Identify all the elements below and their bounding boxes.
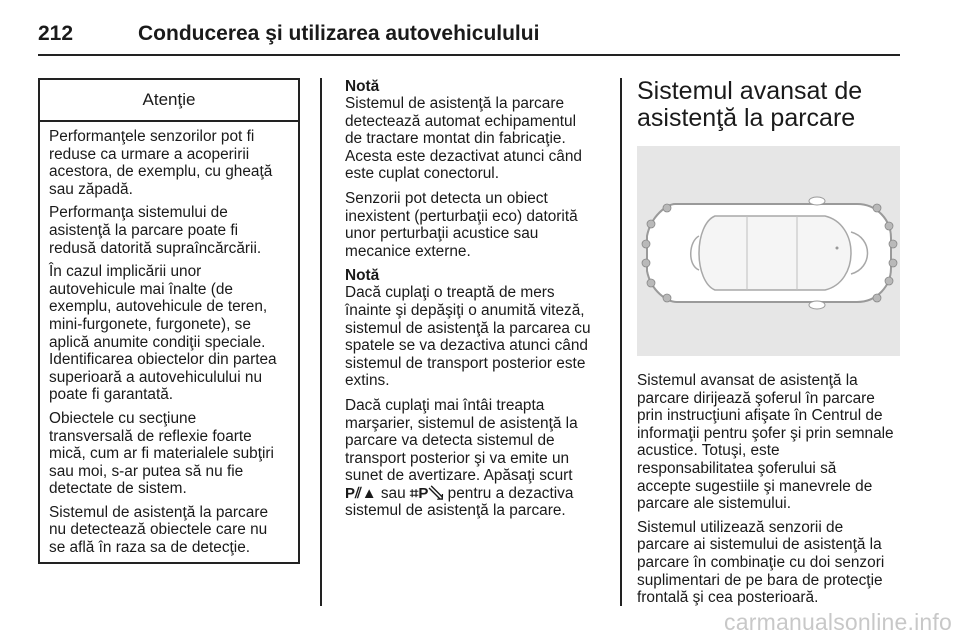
line: se află în raza sa de detecţie. (49, 539, 251, 557)
note-label: Notă (345, 267, 380, 285)
line: mini-furgonete, furgonete), se (49, 315, 251, 333)
line: sistemul de asistenţă la parcarea cu (345, 319, 591, 337)
warning-title: Atenţie (40, 80, 298, 122)
right-column (637, 78, 901, 613)
body-paragraph (345, 397, 607, 520)
car-sensor-illustration (637, 146, 900, 356)
watermark: carmanualsonline.info (724, 609, 952, 635)
warning-paragraph (49, 504, 290, 557)
line: parcare dirijează şoferul în parcare (637, 389, 875, 407)
line: acestora, de exemplu, cu gheaţă (49, 163, 273, 181)
column-divider (320, 78, 322, 606)
line: inexistent (perturbaţii eco) datorită (345, 207, 578, 225)
line: Dacă cuplaţi o treaptă de mers (345, 284, 555, 302)
line: parcare ale sistemului. (637, 495, 791, 513)
line: frontală şi cea posterioară. (637, 589, 819, 607)
line: spatele se va dezactiva atunci când (345, 337, 588, 355)
park-assist-button-icon: P⫽▲ (345, 484, 377, 502)
warning-paragraph (49, 128, 290, 198)
line: exemplu, autovehicule de teren, (49, 298, 268, 316)
line: poate fi garantată. (49, 386, 174, 404)
warning-box (38, 78, 300, 564)
line: sistemul de transport posterior este (345, 354, 586, 372)
note-text (345, 284, 607, 390)
line: redusă datorită supraîncărcării. (49, 239, 262, 257)
warning-paragraph (49, 204, 290, 257)
line: sau moi, s-ar putea să nu fie (49, 462, 244, 480)
warning-paragraph (49, 263, 290, 404)
line: Senzorii pot detecta un obiect (345, 189, 548, 207)
line: mică, cum ar fi materialele subţiri (49, 445, 274, 463)
line: Performanţa sistemului de (49, 204, 228, 222)
line: sistemul de asistenţă la parcare. (345, 502, 566, 520)
line: parcare va detecta sistemul de (345, 432, 555, 450)
line: transport posterior şi va emite un (345, 449, 570, 467)
line: Sistemul avansat de asistenţă la (637, 372, 858, 389)
line: este cuplat conectorul. (345, 165, 499, 183)
line: Acesta este dezactivat atunci când (345, 147, 582, 165)
line: Sistemul de asistenţă la parcare (345, 95, 565, 112)
line: acustice. Totuşi, este (637, 442, 780, 460)
line: parcare ai sistemului de asistenţă la (637, 536, 882, 554)
body-paragraph (345, 190, 607, 260)
body-paragraph (637, 519, 901, 607)
title-line: Sistemul avansat de (637, 77, 863, 105)
line: detectate de sistem. (49, 480, 187, 498)
note-text (345, 95, 607, 183)
line: În cazul implicării unor (49, 263, 202, 281)
car-top-view-icon (637, 146, 900, 356)
line: responsabilitatea şoferului să (637, 459, 837, 477)
line: Sistemul de asistenţă la parcare (49, 503, 269, 521)
line: de tractare montat din fabricaţie. (345, 130, 566, 148)
line: asistenţă la parcare poate fi (49, 221, 239, 239)
text-fragment: pentru a dezactiva (443, 484, 574, 502)
warning-body (40, 122, 298, 557)
line: aplică anumite condiţii speciale. (49, 333, 266, 351)
line: prin instrucţiuni afişate în Centrul de (637, 407, 883, 425)
line: înainte şi depăşiţi o anumită viteză, (345, 301, 585, 319)
line: sunet de avertizare. Apăsaţi scurt (345, 467, 573, 485)
line: superioară a autovehiculului nu (49, 368, 263, 386)
line: Identificarea obiectelor din partea (49, 351, 277, 369)
line: marşarier, sistemul de asistenţă la (345, 414, 578, 432)
line: nu detectează obiectele care nu (49, 521, 268, 539)
line: reduse ca urmare a acoperirii (49, 145, 250, 163)
section-title (637, 78, 901, 132)
title-line: asistenţă la parcare (637, 104, 856, 132)
page-header (38, 14, 900, 56)
page-number: 212 (38, 22, 74, 45)
line: Dacă cuplaţi mai întâi treapta (345, 396, 545, 414)
note-label: Notă (345, 78, 380, 95)
line: transversală de reflexie foarte (49, 427, 252, 445)
running-head: Conducerea şi utilizarea autovehiculului (138, 22, 540, 45)
line: Performanţele senzorilor pot fi (49, 128, 255, 145)
line: suplimentari de pe bara de protecţie (637, 571, 883, 589)
line: accepte sugestiile şi manevrele de (637, 477, 873, 495)
line: detectează automat echipamentul (345, 112, 577, 130)
line: sau zăpadă. (49, 180, 133, 198)
line: Sistemul utilizează senzorii de (637, 518, 844, 536)
column-divider (620, 78, 622, 606)
line: extins. (345, 372, 390, 390)
line: autovehicule mai înalte (de (49, 280, 233, 298)
line: informaţii pentru şofer şi prin semnale (637, 424, 894, 442)
warning-paragraph (49, 410, 290, 498)
line: Obiectele cu secţiune (49, 409, 197, 427)
line: mecanice externe. (345, 242, 471, 260)
line: parcare în combinaţie cu doi senzori (637, 553, 885, 571)
middle-column (345, 78, 607, 527)
advanced-park-assist-button-icon: ⌗P⇘ (409, 484, 444, 502)
line: unor perturbaţii acustice sau (345, 225, 539, 243)
text-fragment: sau (376, 484, 410, 502)
body-paragraph (637, 372, 901, 513)
